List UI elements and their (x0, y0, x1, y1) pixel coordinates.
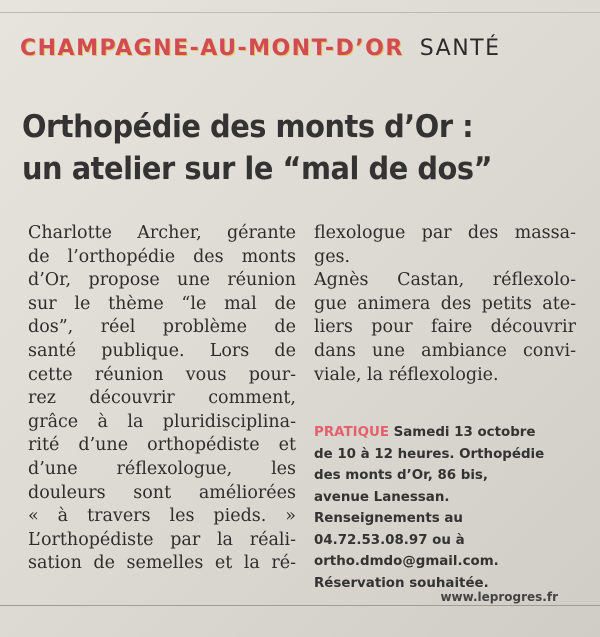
text-line: grâce à la pluridisciplina- (28, 411, 296, 432)
text-line: d’Or, propose une réunion (28, 270, 296, 291)
text-line: ortho.dmdo@gmail.com. (314, 554, 499, 569)
text-line: de l’orthopédie des monts (28, 246, 296, 267)
text-line: cette réunion vous pour- (28, 364, 296, 385)
text-line: rité d’une orthopédiste et (28, 435, 296, 456)
text-line: flexologue par des massa- (314, 223, 576, 243)
text-line: d’une réflexologue, les (28, 458, 296, 479)
body-column-right (314, 222, 576, 387)
text-line: Charlotte Archer, gérante (28, 223, 296, 243)
bottom-rule (0, 605, 600, 606)
top-rule (0, 12, 600, 13)
section-header (20, 36, 500, 61)
title-line: Orthopédie des monts d’Or : (22, 109, 474, 145)
text-line: santé publique. Lors de (28, 340, 296, 361)
section-label: SANTÉ (419, 36, 501, 61)
text-line: dans une ambiance convi- (314, 340, 576, 361)
pratique-text: Samedi 13 octobre (388, 425, 536, 440)
text-line: ges. (314, 246, 351, 267)
text-line: dos”, réel problème de (28, 317, 296, 338)
article-title (22, 106, 552, 190)
text-line: des monts d’Or, 86 bis, (314, 468, 488, 483)
text-line: avenue Lanessan. (314, 489, 450, 505)
text-line: viale, la réflexologie. (314, 364, 499, 385)
text-line: de 10 à 12 heures. Orthopédie (314, 446, 545, 462)
website-url: www.leprogres.fr (440, 590, 558, 604)
pratique-box (314, 422, 584, 594)
text-line: Renseignements au (314, 511, 463, 526)
text-line: « à travers les pieds. » (28, 506, 296, 527)
text-line: gue animera des petits ate- (314, 293, 576, 314)
text-line: douleurs sont améliorées (28, 482, 296, 503)
text-line: Agnès Castan, réflexolo- (314, 270, 576, 291)
text-line: sur le thème “le mal de (28, 293, 296, 314)
text-line: L’orthopédiste par la réali- (28, 529, 296, 550)
text-line: 04.72.53.08.97 ou à (314, 532, 465, 548)
pratique-label: PRATIQUE (314, 425, 389, 440)
text-line: Réservation souhaitée. (314, 575, 489, 591)
title-line: un atelier sur le “mal de dos” (22, 151, 493, 187)
text-line: sation de semelles et la ré- (28, 553, 296, 574)
text-line: rez découvrir comment, (28, 388, 296, 409)
text-line: liers pour faire découvrir (314, 317, 576, 338)
body-column-left (28, 222, 296, 576)
location-label: CHAMPAGNE-AU-MONT-D’OR (20, 36, 404, 61)
